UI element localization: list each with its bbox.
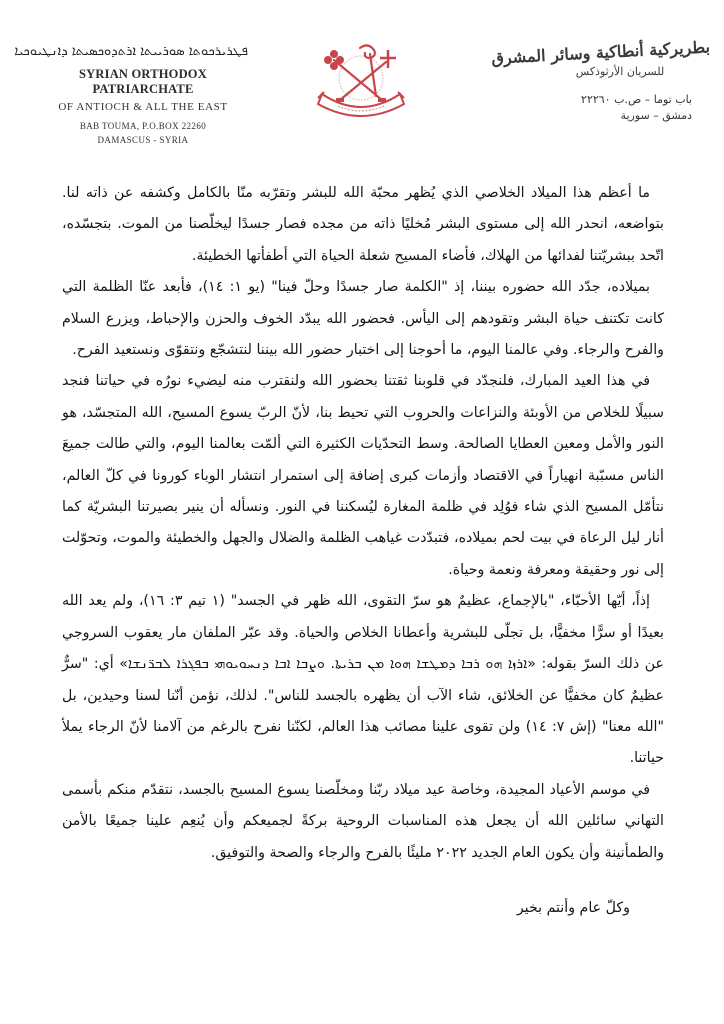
letterhead-syriac-title: ܦܛܪܝܪܟܘܬܐ ܣܘܪܝܝܬܐ ܐܪܬܕܘܟܣܝܬܐ ܕܐܢܛܝܘܟܝܐ [14,44,248,59]
letterhead-address [38,119,248,147]
letterhead-arabic-address [530,92,710,124]
coat-of-arms-emblem [316,38,406,124]
letter-body [62,178,664,869]
letterhead-address-line1: BAB TOUMA, P.O.BOX 22260 [79,121,207,131]
letterhead-arabic-calligraphy-subtitle: للسريان الأرثوذكس [575,65,665,78]
paragraph-5: في موسم الأعياد المجيدة، وخاصة عيد ميلاد ربّنا ومخلّصنا يسوع المسيح بالجسد، نتقدّم منكم بأسمى التهاني سائلين الله أن يجعل هذه المناسبات الروحية بركةً لجميعكم وأن يُنعِم علينا جميعًا بالأمن والطمأنينة وأن يكون العام الجديد ٢٠٢٢ مليئًا بالفرح والرجاء والصحة والتوفيق. [62,781,664,861]
paragraph-1: ما أعظم هذا الميلاد الخلاصي الذي يُظهر محبّة الله للبشر وتقرّبه منّا بالكامل وكشفه عن ذاته لنا. بتواضعه، انحدر الله إلى مستوى البشر مُخليًا ذاته من مجده فصار جسدًا ليخلّصنا من الموت. بتجسّده، اتّحد ببشريّتنا لفدائها من الهلاك، فأضاء المسيح شعلة الحياة التي أطفأتها الخطيئة. [62,185,664,264]
letterhead-arabic [490,37,711,124]
paragraph-2: بميلاده، جدّد الله حضوره بيننا، إذ "الكلمة صار جسدًا وحلّ فينا" (يو ١: ١٤)، فأبعد عنّا الظلمة التي كانت تكتنف حياة البشر وتقودهم إلى اليأس. فحضور الله يبدّد الخوف والحزن والإحباط، ويزرع السلام والفرح والرجاء. وفي عالمنا اليوم، ما أحوجنا إلى اختبار حضور الله بيننا لنتشجّع ونتقوّى ونستعيد الفرح. [62,279,664,359]
letterhead-arabic-address-line1: باب توما – ص.ب ٢٢٢٦٠ [581,93,692,106]
letterhead-arabic-address-line2: دمشق – سورية [620,109,692,122]
letterhead-arabic-calligraphy-title: بطريركية أنطاكية وسائر المشرق [490,37,711,68]
paragraph-4-arabic: إذاً، أيّها الأحبّاء، "بالإجماع، عظيمٌ هو سرّ التقوى، الله ظهر في الجسد" (١ تيم ٣: ١٦)، ولم يعد الله بعيدًا أو سرًّا مخفيًّا، بل تجلّى للبشرية وأعطانا الخلاص والحياة. وقد عبّر الملفان مار يعقوب السروجي عن ذلك السرّ بقوله: [62,593,664,673]
letterhead-address-line2: DAMASCUS - SYRIA [97,135,189,145]
letterhead-org-name: SYRIAN ORTHODOX PATRIARCHATE [79,67,207,96]
paragraph-4: إذاً، أيّها الأحبّاء، "بالإجماع، عظيمٌ هو سرّ التقوى، الله ظهر في الجسد" (١ تيم ٣: ١٦)، ولم يعد الله بعيدًا أو سرًّا مخفيًّا، بل تجلّى للبشرية وأعطانا الخلاص والحياة. وقد عبّر الملفان مار يعقوب السروجي عن ذلك السرّ بقوله: «ܐܪܙܐ ܗܘ ܪܒܐ ܕܡܛܫܐ ܗܘܐ ܡܢ ܒܪܝܬܐ. ܘܨܒܐ ܐܒܐ ܕܢܚܘܝܘܗܝ ܒܦܓܪܐ ܠܒܪ̈ܢܫܐ» أي: "سرٌّ عظيمٌ كان مخفيًّا عن الخلائق، شاء الآب أن يظهره بالجسد للناس". لذلك، نؤمن أنّنا لسنا وحيدين، بل "الله معنا" (إش ٧: ١٤) ولن تقوى علينا مصائب هذا العالم، لكنّنا نفرح بالرغم من آلامنا لأنّ الرجاء يملأ حياتنا. [62,593,664,767]
syriac-quotation: ܐܪܙܐ ܗܘ ܪܒܐ ܕܡܛܫܐ ܗܘܐ ܡܢ ܒܪܝܬܐ. ܘܨܒܐ ܐܒܐ ܕܢܚܘܝܘܗܝ ܒܦܓܪܐ ܠܒܪ̈ܢܫܐ [127,656,528,673]
crossed-keys-emblem-icon [316,38,406,124]
letterhead-english [14,44,248,147]
closing-greeting: وكلّ عام وأنتم بخير [516,900,630,916]
letterhead-subtitle: OF ANTIOCH & ALL THE EAST [58,101,228,113]
paragraph-3: في هذا العيد المبارك، فلنجدّد في قلوبنا ثقتنا بحضور الله ولنقترب منه ليضيء نورُه في حياتنا فنجد سبيلًا للخلاص من الأوبئة والنزاعات والحروب التي تحيط بنا، لأنّ الربّ يسوع المسيح، الله المتجسّد، هو النور والأمل ومعين العطايا الصالحة. وسط التحدّيات الكثيرة التي ألمّت بعالمنا اليوم، والتي طالت جميعَ الناس مسبّبة انهياراً في الاقتصاد وأزمات كبرى إضافة إلى استمرار انتشار الوباء كورونا في كلّ العالم، نتأمّل المسيح الذي شاء فوُلِد في ظلمة المغارة ليُسكننا في النور. ونسأله أن ينير بصيرتنا البشريّة كما أنار ليل الرعاة في بيت لحم بميلاده، فتبدّدت غياهب الظلمة والضلال والجهل والخطيئة والموت، وتحوّلت إلى نور وحقيقة ومعرفة ونعمة وحياة. [62,373,664,578]
paragraph-4-continuation: أي: "سرٌّ عظيمٌ كان مخفيًّا عن الخلائق، شاء الآب أن يظهره بالجسد للناس". لذلك، نؤمن أنّنا لسنا وحيدين، بل "الله معنا" (إش ٧: ١٤) ولن تقوى علينا مصائب هذا العالم، لكنّنا نفرح بالرغم من آلامنا لأنّ الرجاء يملأ حياتنا. [62,656,664,767]
